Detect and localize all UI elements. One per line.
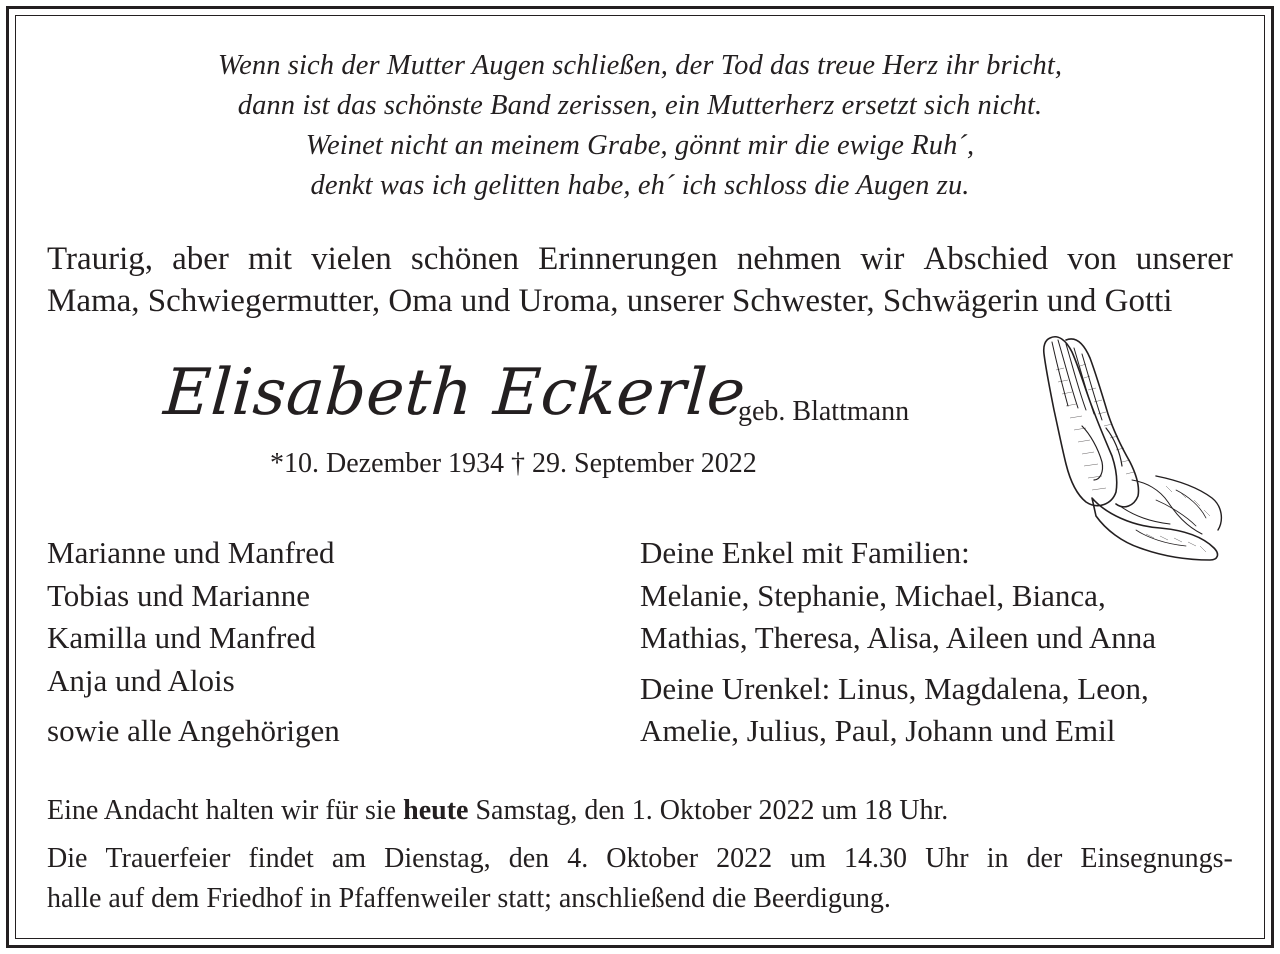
- poem-line: dann ist das schönste Band zerissen, ein Mutterherz ersetzt sich nicht.: [237, 90, 1043, 121]
- poem: [0, 46, 1280, 206]
- intro-line-1: [47, 238, 1233, 280]
- notice-word: Trauerfeier: [105, 843, 231, 874]
- prayer-notice: [47, 791, 1233, 831]
- notice-word: Oktober: [606, 843, 699, 874]
- mourner-line: Amelie, Julius, Paul, Johann und Emil: [640, 713, 1116, 748]
- notice-word: Uhr: [925, 843, 969, 874]
- funeral-notice-line-1: [47, 839, 1233, 879]
- mourner-line: Anja und Alois: [47, 662, 235, 698]
- notice-word: findet: [248, 843, 314, 874]
- notice-word: den: [508, 843, 550, 874]
- funeral-notice-line-2: halle auf dem Friedhof in Pfaffenweiler statt; anschließend die Beerdigung.: [47, 883, 891, 914]
- notice-text: Samstag, den 1. Oktober 2022 um 18 Uhr.: [468, 795, 949, 826]
- intro-word: von: [1067, 241, 1117, 277]
- intro-word: Abschied: [923, 241, 1049, 277]
- notice-word: Dienstag,: [384, 843, 491, 874]
- mourners-left: [47, 532, 340, 753]
- notice-text: Eine Andacht halten wir für sie: [47, 795, 404, 826]
- intro-word: unserer: [1135, 241, 1233, 277]
- notice-word: der: [1026, 843, 1063, 874]
- intro-word: aber: [172, 241, 229, 277]
- notice-word: 4.: [567, 843, 589, 874]
- notice-word: Die: [47, 843, 88, 874]
- mourner-line: Deine Enkel mit Familien:: [640, 535, 970, 570]
- intro-word: nehmen: [736, 241, 842, 277]
- mourner-line: Melanie, Stephanie, Michael, Bianca,: [640, 577, 1106, 613]
- intro-word: vielen: [311, 241, 392, 277]
- life-dates: *10. Dezember 1934 † 29. September 2022: [270, 448, 757, 479]
- intro-word: mit: [248, 241, 293, 277]
- notice-word: in: [986, 843, 1009, 874]
- intro-text: [47, 238, 1233, 322]
- notice-word: Einsegnungs-: [1080, 843, 1233, 874]
- poem-line: Weinet nicht an meinem Grabe, gönnt mir die ewige Ruh´,: [305, 130, 975, 161]
- birth-name: geb. Blattmann: [738, 396, 910, 427]
- mourner-line: Tobias und Marianne: [47, 577, 310, 613]
- intro-word: schönen: [410, 241, 520, 277]
- notice-word: 2022: [716, 843, 773, 874]
- poem-line: Wenn sich der Mutter Augen schließen, der Tod das treue Herz ihr bricht,: [217, 50, 1063, 81]
- mourner-line: Marianne und Manfred: [47, 535, 335, 570]
- mourners-right: [640, 532, 1156, 753]
- notice-word: 14.30: [844, 843, 908, 874]
- mourner-line: Kamilla und Manfred: [47, 620, 316, 655]
- praying-hands-icon: [1036, 330, 1226, 562]
- intro-word: Traurig,: [47, 241, 154, 277]
- intro-word: wir: [860, 241, 905, 277]
- mourner-line-relatives: sowie alle Angehörigen: [47, 713, 340, 748]
- intro-line-2: Mama, Schwiegermutter, Oma und Uroma, unserer Schwester, Schwägerin und Gotti: [47, 283, 1173, 319]
- notice-word: am: [331, 843, 367, 874]
- poem-line: denkt was ich gelitten habe, eh´ ich schloss die Augen zu.: [310, 170, 970, 201]
- funeral-notice: [47, 839, 1233, 919]
- deceased-name: Elisabeth Eckerle: [161, 356, 749, 430]
- mourner-line: Deine Urenkel: Linus, Magdalena, Leon,: [640, 670, 1149, 706]
- notice-word: um: [790, 843, 826, 874]
- notice-bold-text: heute: [403, 795, 469, 826]
- mourner-line: Mathias, Theresa, Alisa, Aileen und Anna: [640, 620, 1156, 655]
- intro-word: Erinnerungen: [538, 241, 718, 277]
